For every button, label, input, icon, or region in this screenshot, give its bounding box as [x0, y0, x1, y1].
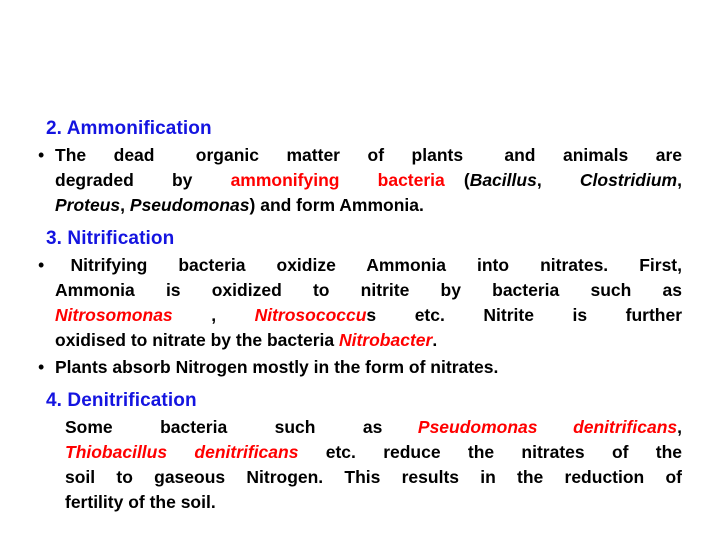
bullet-marker: •: [38, 145, 45, 165]
text-line: Proteus, Pseudomonas) and form Ammonia.: [55, 195, 424, 215]
bullet-marker: •: [38, 255, 45, 275]
text-line: The dead organic matter of plants and animals are: [55, 145, 682, 165]
bullet-item: [38, 355, 682, 380]
text-line: Plants absorb Nitrogen mostly in the form of nitrates.: [55, 357, 499, 377]
bullet-text: [55, 355, 682, 380]
text-line: soil to gaseous Nitrogen. This results in the reduction of: [65, 467, 682, 487]
bullet-text: [55, 253, 682, 353]
text-line: Nitrifying bacteria oxidize Ammonia into nitrates. First,: [55, 255, 682, 275]
section-heading-ammonification: 2. Ammonification: [46, 118, 212, 139]
text-line: fertility of the soil.: [65, 492, 216, 512]
bullet-marker: •: [38, 357, 45, 377]
text-line: Some bacteria such as Pseudomonas denitrificans,: [65, 417, 682, 437]
text-line: Nitrosomonas , Nitrosococcus etc. Nitrite is further: [55, 305, 682, 325]
section-heading-denitrification: 4. Denitrification: [46, 390, 197, 411]
bullet-item: [38, 253, 682, 353]
text-line: oxidised to nitrate by the bacteria Nitrobacter.: [55, 330, 438, 350]
text-line: Thiobacillus denitrificans etc. reduce the nitrates of the: [65, 442, 683, 462]
bullet-item: [38, 143, 682, 218]
section-heading-nitrification: 3. Nitrification: [46, 228, 175, 249]
bullet-text: [55, 143, 682, 218]
paragraph-denitrification: [65, 415, 682, 515]
text-line: degraded by ammonifying bacteria (Bacillus, Clostridium,: [55, 170, 682, 190]
text-line: Ammonia is oxidized to nitrite by bacteria such as: [55, 280, 682, 300]
